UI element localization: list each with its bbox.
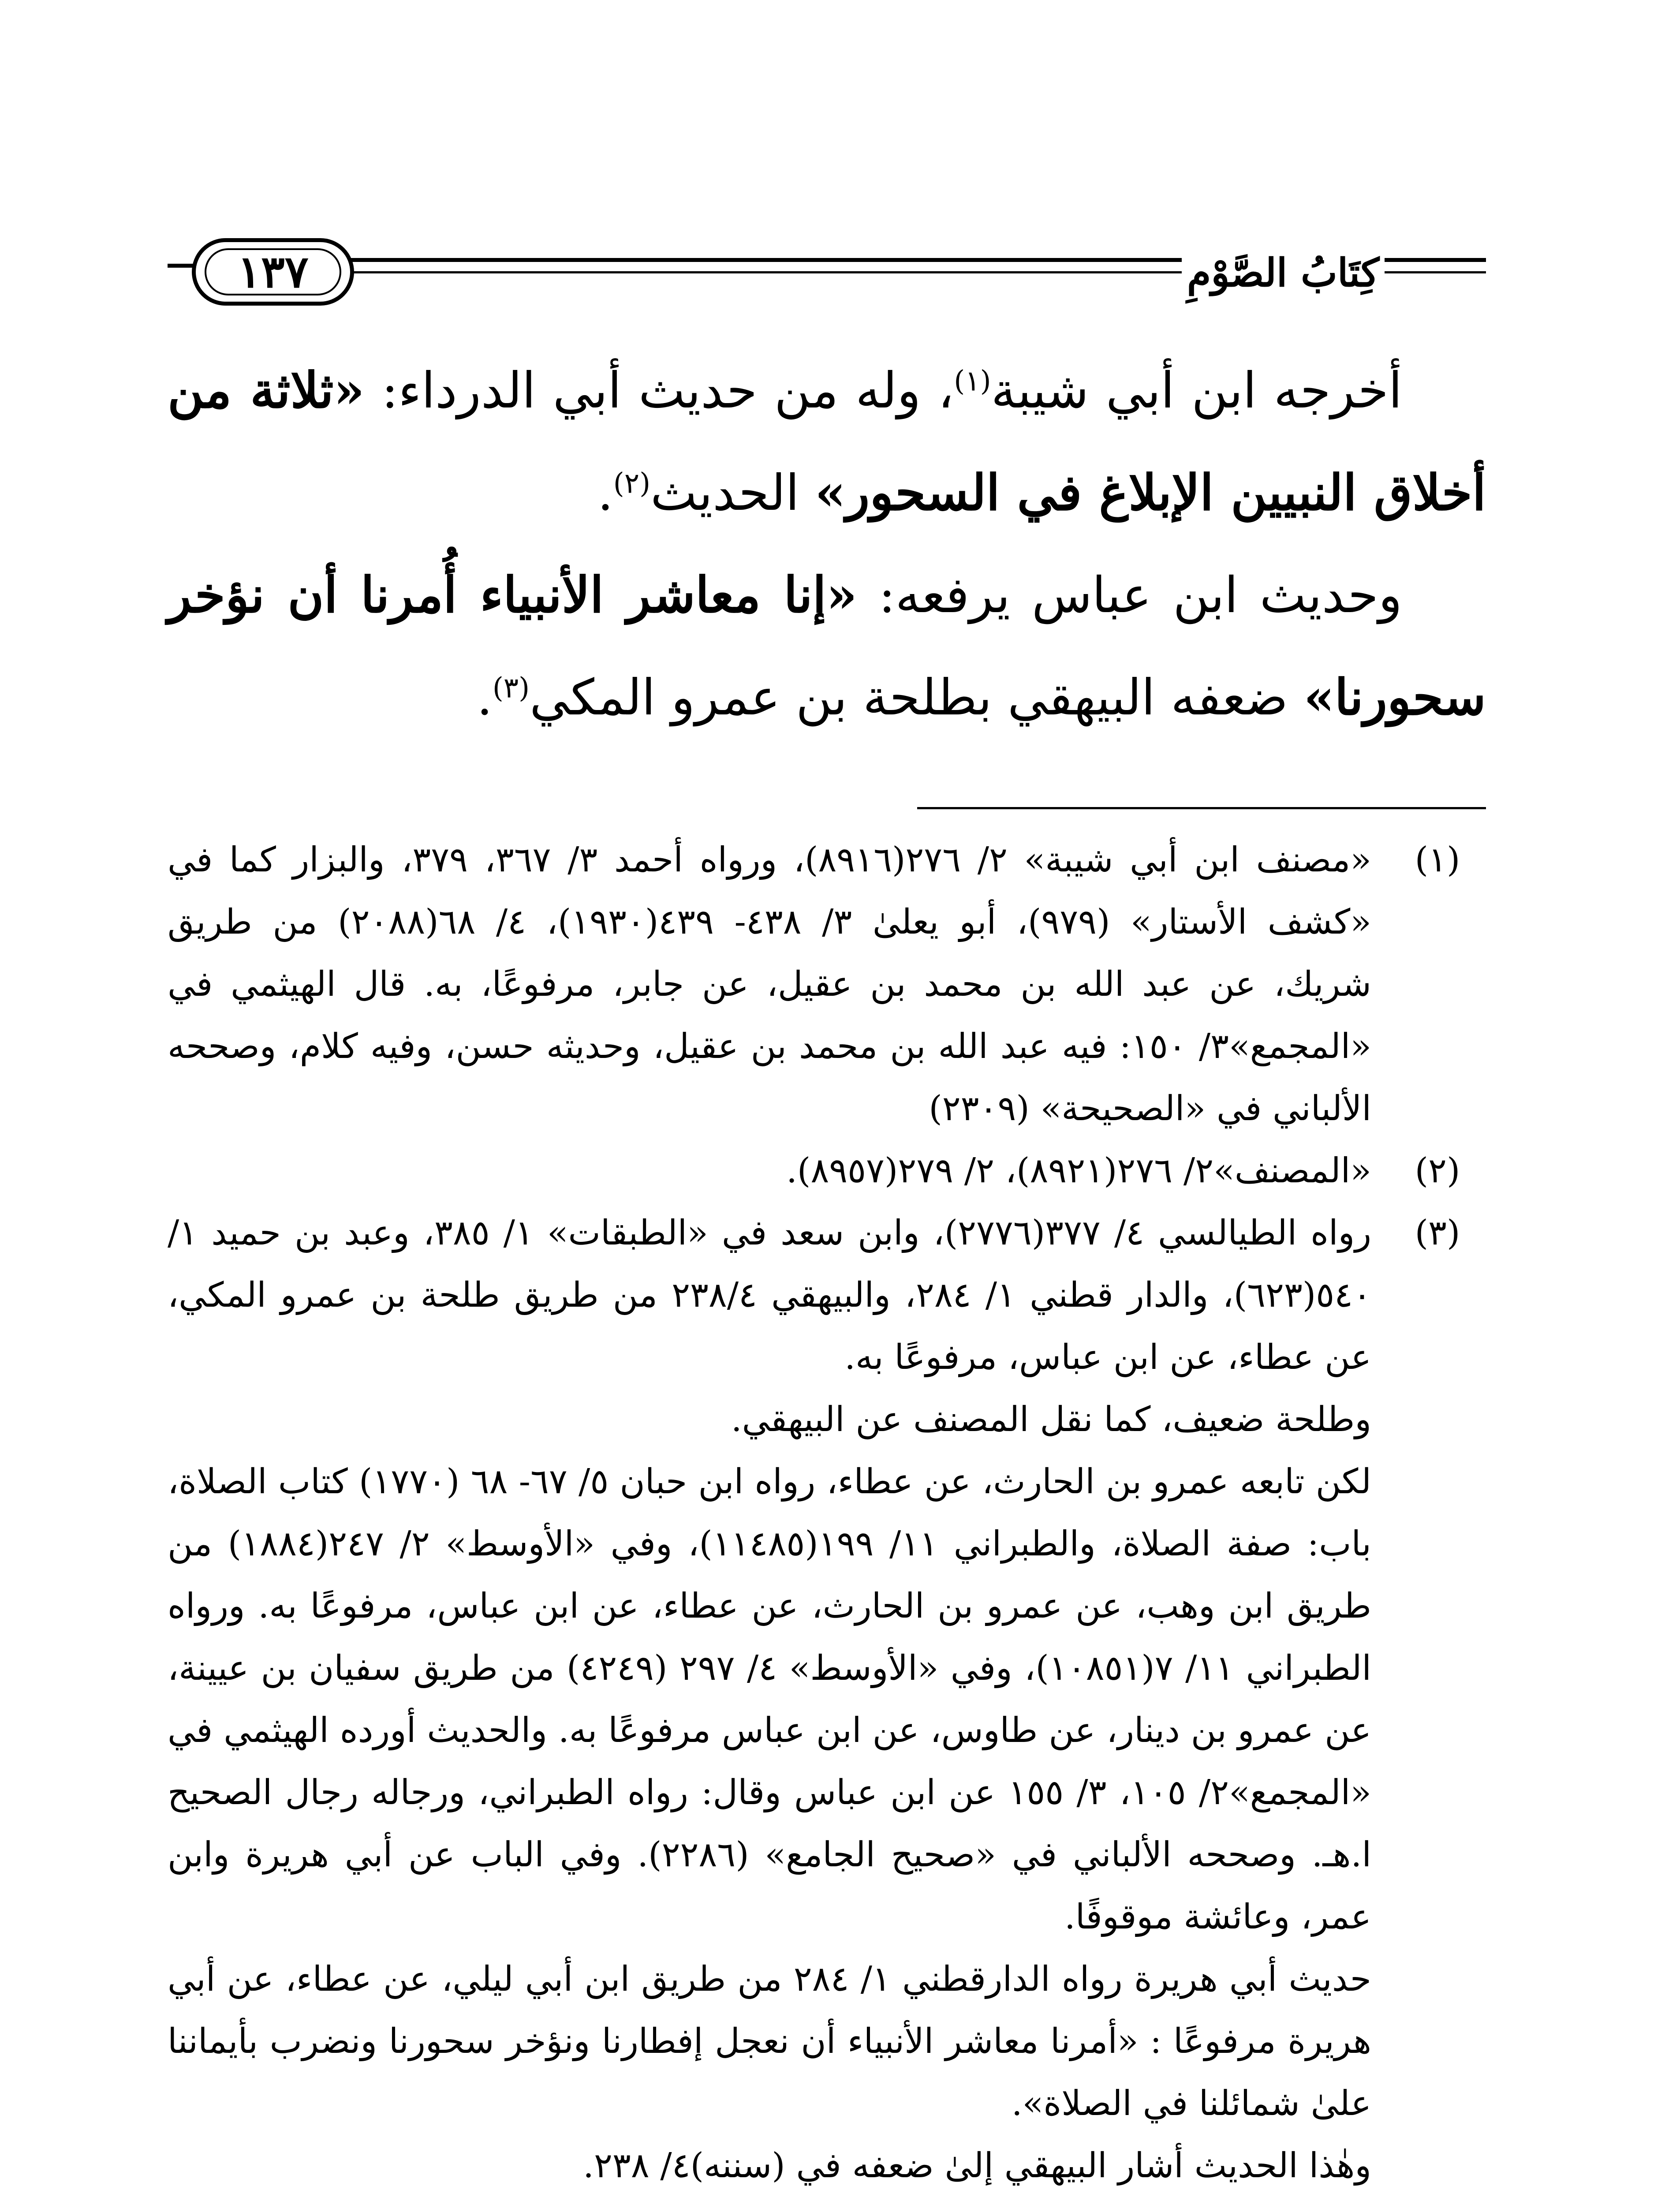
main-paragraph bbox=[168, 544, 1486, 749]
text-segment: . bbox=[597, 464, 613, 522]
text-segment: ، وله من حديث أبي الدرداء: bbox=[364, 362, 954, 419]
main-paragraph bbox=[168, 340, 1486, 544]
hadith-quote: «ثلاثة من أخلاق النبيين الإبلاغ في السحور» bbox=[168, 362, 1486, 522]
footnote-text: «مصنف ابن أبي شيبة» ٢/ ٢٧٦(٨٩١٦)، ورواه أحمد ٣/ ٣٦٧، ٣٧٩، والبزار كما في «كشف الأستار» (٩٧٩)، أبو يعلىٰ ٣/ ٤٣٨- ٤٣٩(١٩٣٠)، ٤/ ٦٨(٢٠٨٨) من طريق شريك، عن عبد الله بن محمد بن عقيل، عن جابر، مرفوعًا، به. قال الهيثمي في «المجمع»٣/ ١٥٠: فيه عبد الله بن محمد بن عقيل، وحديثه حسن، وفيه كلام، وصححه الألباني في «الصحيحة» (٢٣٠٩) bbox=[168, 840, 1372, 1129]
text-segment: ضعفه البيهقي بطلحة بن عمرو المكي bbox=[530, 669, 1304, 726]
footnote-marker: (٢) bbox=[1415, 1151, 1460, 1191]
page-number-inner-ring bbox=[205, 248, 341, 295]
footnote-text: وهٰذا الحديث أشار البيهقي إلىٰ ضعفه في (سننه)٤/ ٢٣٨. bbox=[583, 2146, 1371, 2186]
page-number: ١٣٧ bbox=[237, 246, 309, 298]
text-segment: وحديث ابن عباس يرفعه: bbox=[857, 567, 1403, 624]
footnote-text: رواه الطيالسي ٤/ ٣٧٧(٢٧٧٦)، وابن سعد في «الطبقات» ١/ ٣٨٥، وعبد بن حميد ١/ ٥٤٠(٦٢٣)، والدار قطني ١/ ٢٨٤، والبيهقي ٢٣٨/٤ من طريق طلحة بن عمرو المكي، عن عطاء، عن ابن عباس، مرفوعًا به. bbox=[168, 1213, 1371, 1377]
footnote-separator bbox=[917, 807, 1486, 809]
main-text bbox=[168, 340, 1486, 749]
book-title: كِتَابُ الصَّوْمِ bbox=[1182, 250, 1385, 295]
page-header bbox=[168, 238, 1486, 304]
header-rule-middle-lower bbox=[346, 271, 1182, 273]
footnote-reference: (١) bbox=[954, 365, 991, 398]
footnote bbox=[168, 1140, 1486, 1202]
header-rule-left bbox=[168, 264, 194, 268]
footnote-marker: (٣) bbox=[1415, 1213, 1460, 1253]
text-segment: . bbox=[477, 669, 493, 726]
footnote-text: حديث أبي هريرة رواه الدارقطني ١/ ٢٨٤ من طريق ابن أبي ليلي، عن عطاء، عن أبي هريرة مرفوعًا : «أمرنا معاشر الأنبياء أن نعجل إفطارنا ونؤخر سحورنا ونضرب بأيماننا علىٰ شمائلنا في الصلاة». bbox=[168, 1959, 1372, 2123]
footnote-text: لكن تابعه عمرو بن الحارث، عن عطاء، رواه ابن حبان ٥/ ٦٧- ٦٨ (١٧٧٠) كتاب الصلاة، باب: صفة الصلاة، والطبراني ١١/ ١٩٩(١١٤٨٥)، وفي «الأوسط» ٢/ ٢٤٧(١٨٨٤) من طريق ابن وهب، عن عمرو بن الحارث، عن عطاء، عن ابن عباس، مرفوعًا به. ورواه الطبراني ١١/ ٧(١٠٨٥١)، وفي «الأوسط» ٤/ ٢٩٧ (٤٢٤٩) من طريق سفيان بن عيينة، عن عمرو بن دينار، عن طاوس، عن ابن عباس مرفوعًا به. والحديث أورده الهيثمي في «المجمع»٢/ ١٠٥، ٣/ ١٥٥ عن ابن عباس وقال: رواه الطبراني، ورجاله رجال الصحيح ا.هـ. وصححه الألباني في «صحيح الجامع» (٢٢٨٦). وفي الباب عن أبي هريرة وابن عمر، وعائشة موقوفًا. bbox=[168, 1462, 1372, 1937]
footnote bbox=[168, 829, 1486, 1140]
footnote-reference: (٢) bbox=[613, 467, 651, 500]
page-number-badge bbox=[192, 238, 354, 306]
footnotes bbox=[168, 829, 1486, 2197]
text-segment: أخرجه ابن أبي شيبة bbox=[991, 362, 1402, 419]
header-rule-right bbox=[1385, 258, 1486, 262]
header-rule-right-lower bbox=[1385, 271, 1486, 273]
footnote bbox=[168, 1202, 1486, 2197]
footnote-marker: (١) bbox=[1415, 840, 1460, 880]
footnote-reference: (٣) bbox=[492, 672, 530, 705]
footnote-text: وطلحة ضعيف، كما نقل المصنف عن البيهقي. bbox=[731, 1400, 1371, 1439]
text-segment: الحديث bbox=[650, 464, 815, 522]
hadith-quote: «إنا معاشر الأنبياء أُمرنا أن نؤخر سحورنا» bbox=[168, 566, 1486, 726]
header-rule-middle bbox=[346, 258, 1182, 262]
footnote-text: «المصنف»٢/ ٢٧٦(٨٩٢١)، ٢/ ٢٧٩(٨٩٥٧). bbox=[786, 1151, 1371, 1191]
